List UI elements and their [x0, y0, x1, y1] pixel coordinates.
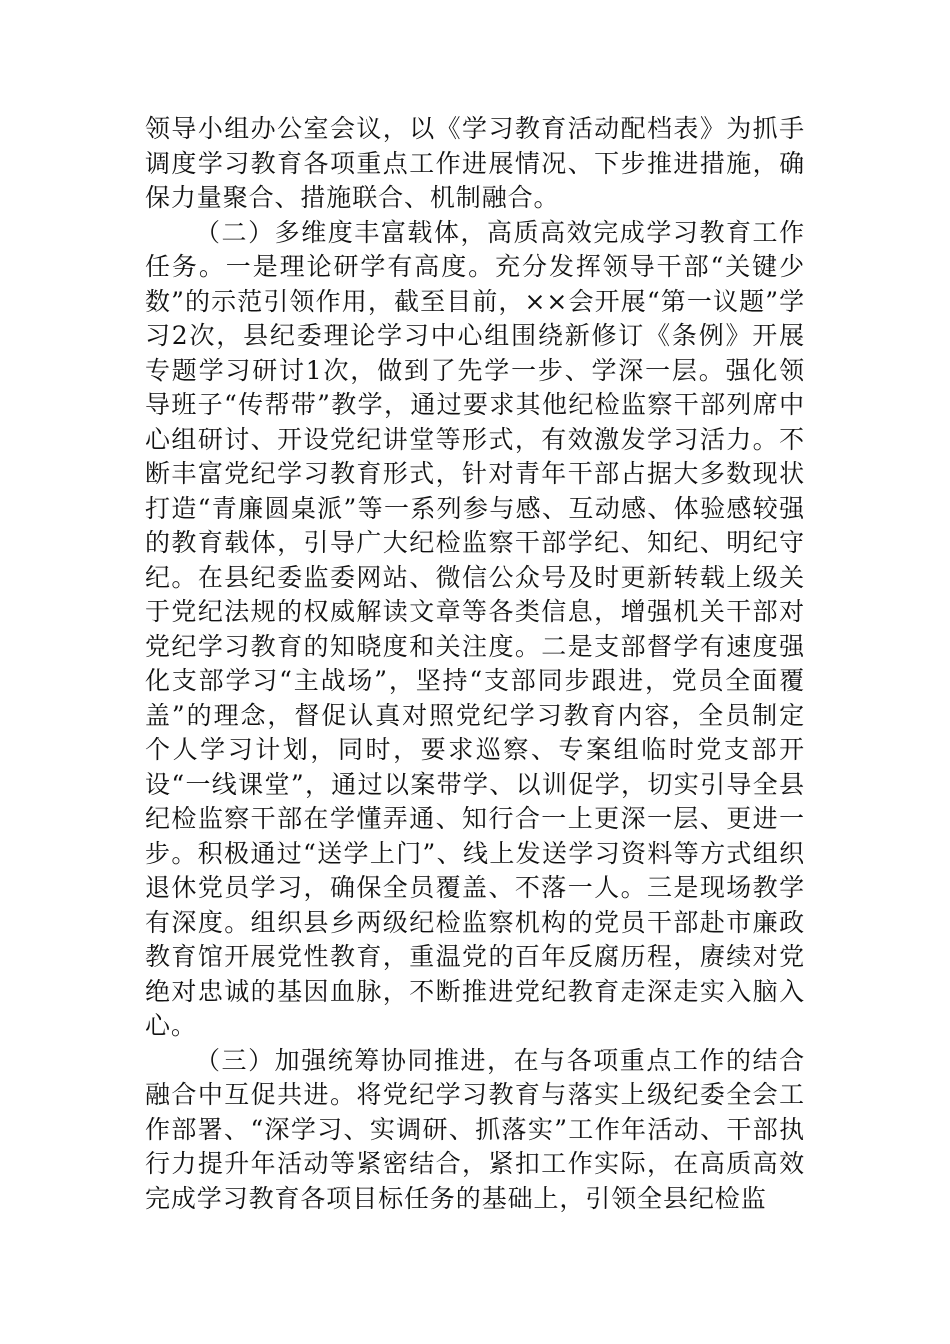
paragraph-1: 领导小组办公室会议，以《学习教育活动配档表》为抓手调度学习教育各项重点工作进展情况、下步推进措施，确保力量聚合、措施联合、机制融合。	[145, 114, 805, 212]
paragraph-2: （二）多维度丰富载体，高质高效完成学习教育工作任务。一是理论研学有高度。充分发挥领导干部“关键少数”的示范引领作用，截至目前，××会开展“第一议题”学习2次，县纪委理论学习中心组围绕新修订《条例》开展专题学习研讨1次，做到了先学一步、学深一层。强化领导班子“传帮带”教学，通过要求其他纪检监察干部列席中心组研讨、开设党纪讲堂等形式，有效激发学习活力。不断丰富党纪学习教育形式，针对青年干部占据大多数现状打造“青廉圆桌派”等一系列参与感、互动感、体验感较强的教育载体，引导广大纪检监察干部学纪、知纪、明纪守纪。在县纪委监委网站、微信公众号及时更新转载上级关于党纪法规的权威解读文章等各类信息，增强机关干部对党纪学习教育的知晓度和关注度。二是支部督学有速度强化支部学习“主战场”，坚持“支部同步跟进，党员全面覆盖”的理念，督促认真对照党纪学习教育内容，全员制定个人学习计划，同时，要求巡察、专案组临时党支部开设“一线课堂”，通过以案带学、以训促学，切实引导全县纪检监察干部在学懂弄通、知行合一上更深一层、更进一步。积极通过“送学上门”、线上发送学习资料等方式组织退休党员学习，确保全员覆盖、不落一人。三是现场教学有深度。组织县乡两级纪检监察机构的党员干部赴市廉政教育馆开展党性教育，重温党的百年反腐历程，赓续对党绝对忠诚的基因血脉，不断推进党纪教育走深走实入脑入心。	[145, 217, 805, 1040]
paragraph-3: （三）加强统筹协同推进，在与各项重点工作的结合融合中互促共进。将党纪学习教育与落实上级纪委全会工作部署、“深学习、实调研、抓落实”工作年活动、干部执行力提升年活动等紧密结合，紧扣工作实际，在高质高效完成学习教育各项目标任务的基础上，引领全县纪检监	[145, 1045, 805, 1213]
document-body	[145, 112, 805, 1216]
